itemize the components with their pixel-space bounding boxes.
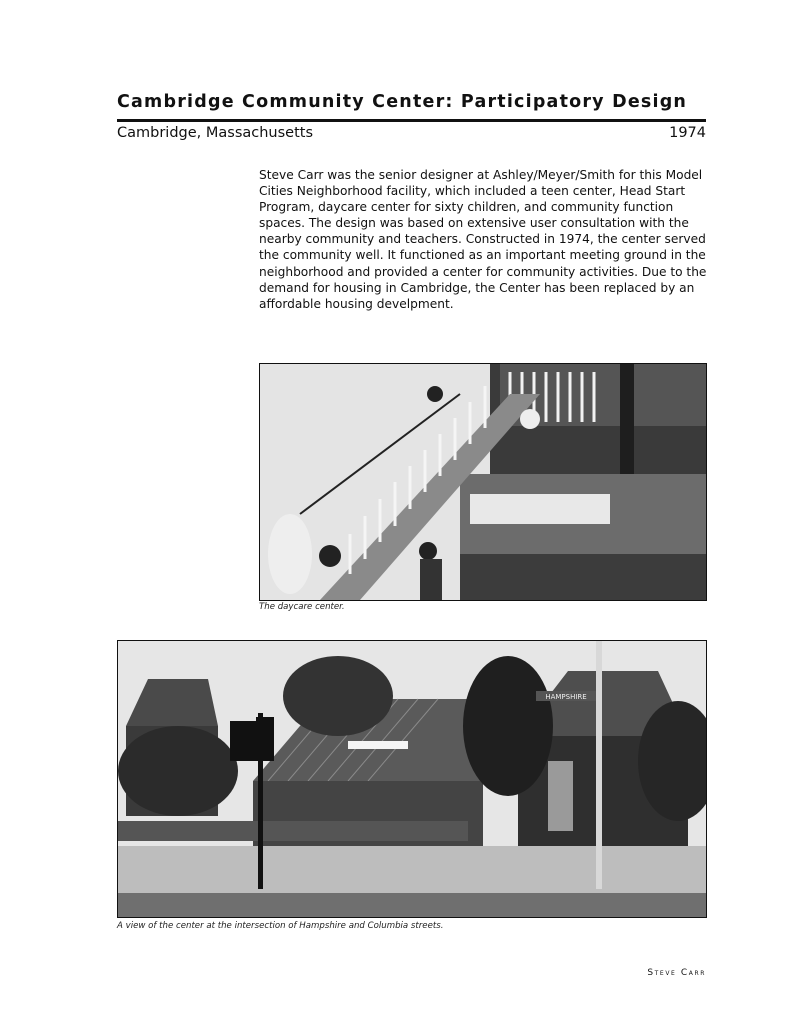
daycare-photo [259,363,707,601]
daycare-caption: The daycare center. [259,602,345,612]
project-description: Steve Carr was the senior designer at Ashley/Meyer/Smith for this Model Cities Neighborhood facility, which included a teen center, Head Start Program, daycare center for sixty children, and community function spaces. The design was based on extensive user consultation with the nearby community and teachers. Constructed in 1974, the center served the community well. It functioned as an important meeting ground in the neighborhood and provided a center for community activities. Due to the demand for housing in Cambridge, the Center has been replaced by an affordable housing develpment. [259,168,707,311]
title-rule [117,119,706,122]
project-location: Cambridge, Massachusetts [117,125,314,141]
footer-author: Steve Carr [647,968,706,978]
page-title: Cambridge Community Center: Participatory Design [117,92,688,112]
exterior-photo [117,640,707,918]
project-year: 1974 [669,125,706,141]
street-sign-text: HAMPSHIRE [545,693,587,701]
exterior-caption: A view of the center at the intersection of Hampshire and Columbia streets. [117,921,444,931]
